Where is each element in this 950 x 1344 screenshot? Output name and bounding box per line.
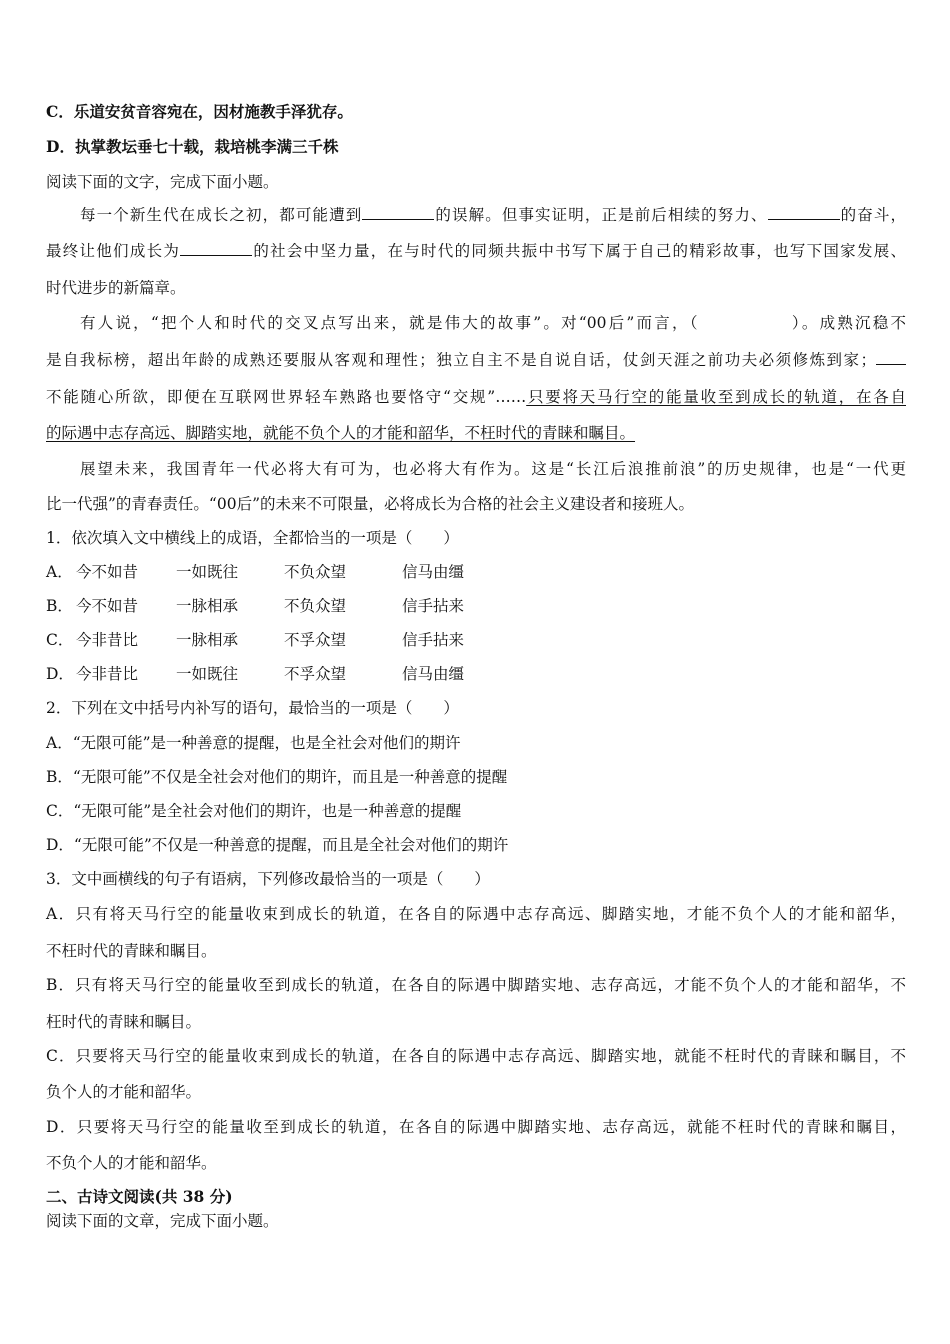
q3-stem: 3．文中画横线的句子有语病，下列修改最恰当的一项是（ ） xyxy=(46,870,490,888)
blank-3 xyxy=(180,241,252,256)
q3-option-c-line1: C．只要将天马行空的能量收束到成长的轨道，在各自的际遇中志存高远、脚踏实地，就能不枉时代的青睐和瞩目，不 xyxy=(46,1047,906,1065)
passage-p3-line1: 展望未来，我国青年一代必将大有可为，也必将大有作为。这是“长江后浪推前浪”的历史规律，也是“一代更 xyxy=(80,460,906,478)
underlined-sentence-cont: 的际遇中志存高远、脚踏实地，就能不负个人的才能和韶华，不枉时代的青睐和瞩目。 xyxy=(46,424,636,442)
q3-option-a-line2: 不枉时代的青睐和瞩目。 xyxy=(46,942,217,960)
blank-2 xyxy=(768,205,840,220)
option-d-prev: D．执掌教坛垂七十载，栽培桃李满三千株 xyxy=(46,137,339,156)
section2-heading: 二、古诗文阅读(共 38 分) xyxy=(46,1187,233,1206)
passage-p2-line3: 不能随心所欲，即便在互联网世界轻车熟路也要恪守“交规”……只要将天马行空的能量收至到成长的轨道，在各自 xyxy=(46,388,906,406)
q1-stem: 1．依次填入文中横线上的成语，全都恰当的一项是（ ） xyxy=(46,529,459,547)
q1-option-a: A． 今不如昔 一如既往 不负众望 信马由缰 xyxy=(46,563,465,581)
q2-option-a: A．“无限可能”是一种善意的提醒，也是全社会对他们的期许 xyxy=(46,734,461,752)
q2-option-d: D．“无限可能”不仅是一种善意的提醒，而且是全社会对他们的期许 xyxy=(46,836,509,854)
q1-option-c: C． 今非昔比 一脉相承 不孚众望 信手拈来 xyxy=(46,631,465,649)
option-c-prev: C．乐道安贫音容宛在，因材施教手泽犹存。 xyxy=(46,102,353,121)
q3-option-c-line2: 负个人的才能和韶华。 xyxy=(46,1083,202,1101)
blank-4 xyxy=(876,350,906,365)
passage-p1-line1: 每一个新生代在成长之初，都可能遭到 的误解。但事实证明，正是前后相续的努力、 的奋斗， xyxy=(80,206,906,224)
q3-option-d-line1: D．只要将天马行空的能量收至到成长的轨道，在各自的际遇中脚踏实地、志存高远，就能不枉时代的青睐和瞩目， xyxy=(46,1118,906,1136)
q2-option-b: B．“无限可能”不仅是全社会对他们的期许，而且是一种善意的提醒 xyxy=(46,768,508,786)
q1-option-d: D． 今非昔比 一如既往 不孚众望 信马由缰 xyxy=(46,665,465,683)
q3-option-d-line2: 不负个人的才能和韶华。 xyxy=(46,1154,217,1172)
passage-p2-line2: 是自我标榜，超出年龄的成熟还要服从客观和理性；独立自主不是自说自话，仗剑天涯之前功夫必须修炼到家； xyxy=(46,350,906,370)
section2-instruction: 阅读下面的文章，完成下面小题。 xyxy=(46,1212,279,1230)
passage-p2-line1: 有人说，“把个人和时代的交叉点写出来，就是伟大的故事”。对“00后”而言，（ ）。成熟沉稳不 xyxy=(80,314,906,332)
passage-p1-line2: 最终让他们成长为 的社会中坚力量，在与时代的同频共振中书写下属于自己的精彩故事，也写下国家发展、 xyxy=(46,242,906,260)
underlined-sentence: 只要将天马行空的能量收至到成长的轨道，在各自 xyxy=(526,388,906,406)
q1-option-b: B． 今不如昔 一脉相承 不负众望 信手拈来 xyxy=(46,597,465,615)
q2-stem: 2．下列在文中括号内补写的语句，最恰当的一项是（ ） xyxy=(46,699,459,717)
q3-option-b-line2: 枉时代的青睐和瞩目。 xyxy=(46,1013,202,1031)
passage-p2-line4 xyxy=(46,423,906,443)
q3-option-a-line1: A．只有将天马行空的能量收束到成长的轨道，在各自的际遇中志存高远、脚踏实地，才能不负个人的才能和韶华， xyxy=(46,905,906,923)
reading-instruction: 阅读下面的文字，完成下面小题。 xyxy=(46,173,279,191)
passage-p1-line3: 时代进步的新篇章。 xyxy=(46,279,186,297)
q2-option-c: C．“无限可能”是全社会对他们的期许，也是一种善意的提醒 xyxy=(46,802,462,820)
q3-option-b-line1: B．只有将天马行空的能量收至到成长的轨道，在各自的际遇中脚踏实地、志存高远，才能不负个人的才能和韶华，不 xyxy=(46,976,906,994)
passage-p3-line2: 比一代强”的青春责任。“00后”的未来不可限量，必将成长为合格的社会主义建设者和接班人。 xyxy=(46,495,694,513)
blank-1 xyxy=(362,205,434,220)
